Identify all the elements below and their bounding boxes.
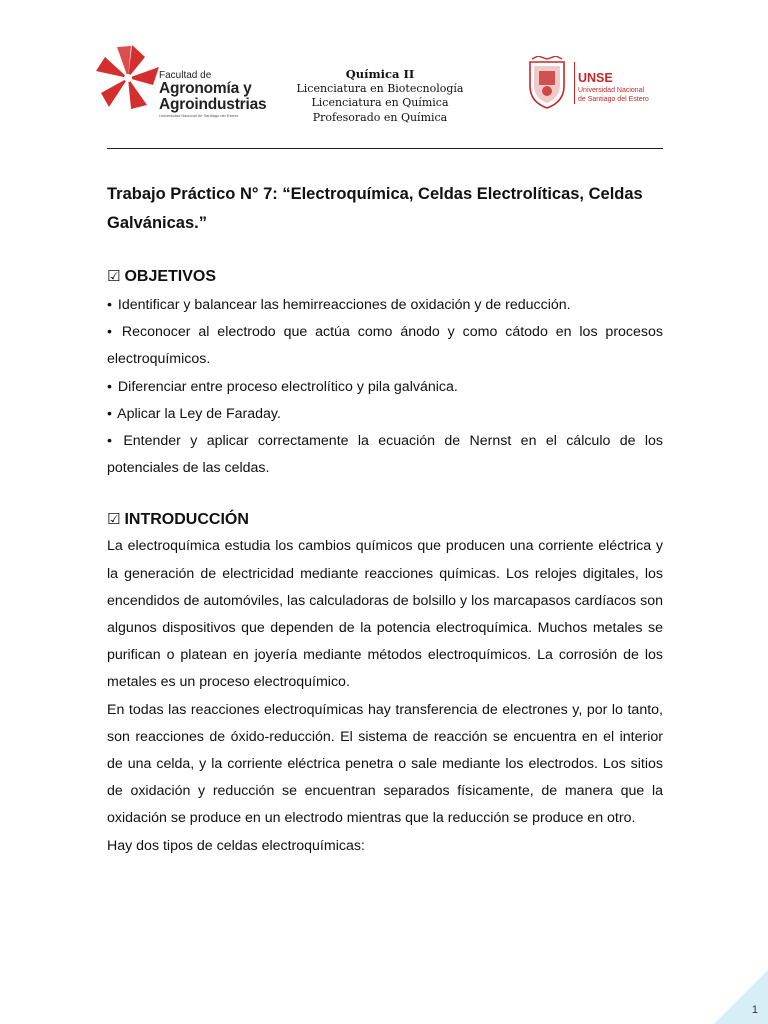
faculty-name [159,71,266,118]
introduccion-heading-text: INTRODUCCIÓN [124,511,249,529]
document-body [107,180,663,860]
course-program-3: Profesorado en Química [312,110,448,124]
course-info [260,67,500,125]
document-title-line-2: Galvánicas.” [107,214,207,232]
bullet-icon: • [107,297,112,313]
introduccion-heading [107,508,663,531]
unse-name: UNSE [578,71,613,85]
list-item [107,401,663,428]
page-header [0,0,768,150]
intro-paragraph-1: La electroquímica estudia los cambios químicos que producen una corriente eléctrica y la generación de electricidad mediante reacciones químicas. Los relojes digitales, los encendidos de automóviles, las calculadoras de bolsillo y los marcapasos cardíacos son algunos dispositivos que dependen de la potencia electroquímica. Muchos metales se purifican o platean en joyería mediante métodos electroquímicos. La corrosión de los metales es un proceso electroquímico. [107,538,663,691]
unse-subtitle-line-1: Universidad Nacional [578,87,645,94]
objective-text: Entender y aplicar correctamente la ecuación de Nernst en el cálculo de los potenciales de las celdas. [107,433,663,477]
checkbox-icon: ☑ [107,510,121,529]
faculty-line-1: Facultad de [159,70,212,81]
unse-logo [520,56,650,112]
pinwheel-logo-icon [95,43,161,113]
course-title: Química II [345,67,415,81]
intro-paragraph-2: En todas las reacciones electroquímicas hay transferencia de electrones y, por lo tanto, son reacciones de óxido-reducción. El sistema de reacción se encuentra en el interior de una celda, y la corriente eléctrica penetra o sale mediante los electrodos. Los sitios de oxidación y reducción se encuentran separados físicamente, de manera que la oxidación se produce en un electrodo mientras que la reducción se produce en otro. [107,701,663,827]
list-item [107,374,663,401]
objective-text: Diferenciar entre proceso electrolítico y pila galvánica. [117,378,458,395]
objective-text: Identificar y balancear las hemirreacciones de oxidación y de reducción. [117,297,571,313]
unse-subtitle [578,87,658,104]
page-number: 1 [751,1004,758,1016]
faculty-line-4: Universidad Nacional de Santiago del Estero [159,113,239,118]
list-item [107,428,663,482]
course-program-2: Licenciatura en Química [311,96,449,110]
unse-subtitle-line-2: de Santiago del Estero [578,95,649,103]
objetivos-heading [107,265,663,288]
bullet-icon: • [107,433,112,450]
document-title-line-1: Trabajo Práctico N° 7: “Electroquímica, Celdas Electrolíticas, Celdas [107,185,643,203]
checkbox-icon: ☑ [107,267,121,285]
page-corner-decoration [714,970,768,1024]
header-divider [107,148,663,149]
faculty-line-3: Agroindustrias [159,95,267,113]
bullet-icon: • [107,378,112,395]
faculty-logo [95,43,267,118]
logo-divider [574,62,575,104]
faculty-line-2: Agronomía y [159,80,252,97]
university-seal-icon [526,56,568,110]
intro-paragraph-3: Hay dos tipos de celdas electroquímicas: [107,837,365,854]
bullet-icon: • [107,405,112,422]
objetivos-heading-text: OBJETIVOS [124,268,217,285]
objectives-list [107,292,663,482]
bullet-icon: • [107,324,112,341]
list-item [107,319,663,373]
course-program-1: Licenciatura en Biotecnología [296,82,464,96]
objective-text: Aplicar la Ley de Faraday. [117,405,281,422]
objective-text: Reconocer al electrodo que actúa como ánodo y como cátodo en los procesos electroquímicos. [107,324,663,368]
list-item [107,292,663,319]
document-title [107,180,663,238]
